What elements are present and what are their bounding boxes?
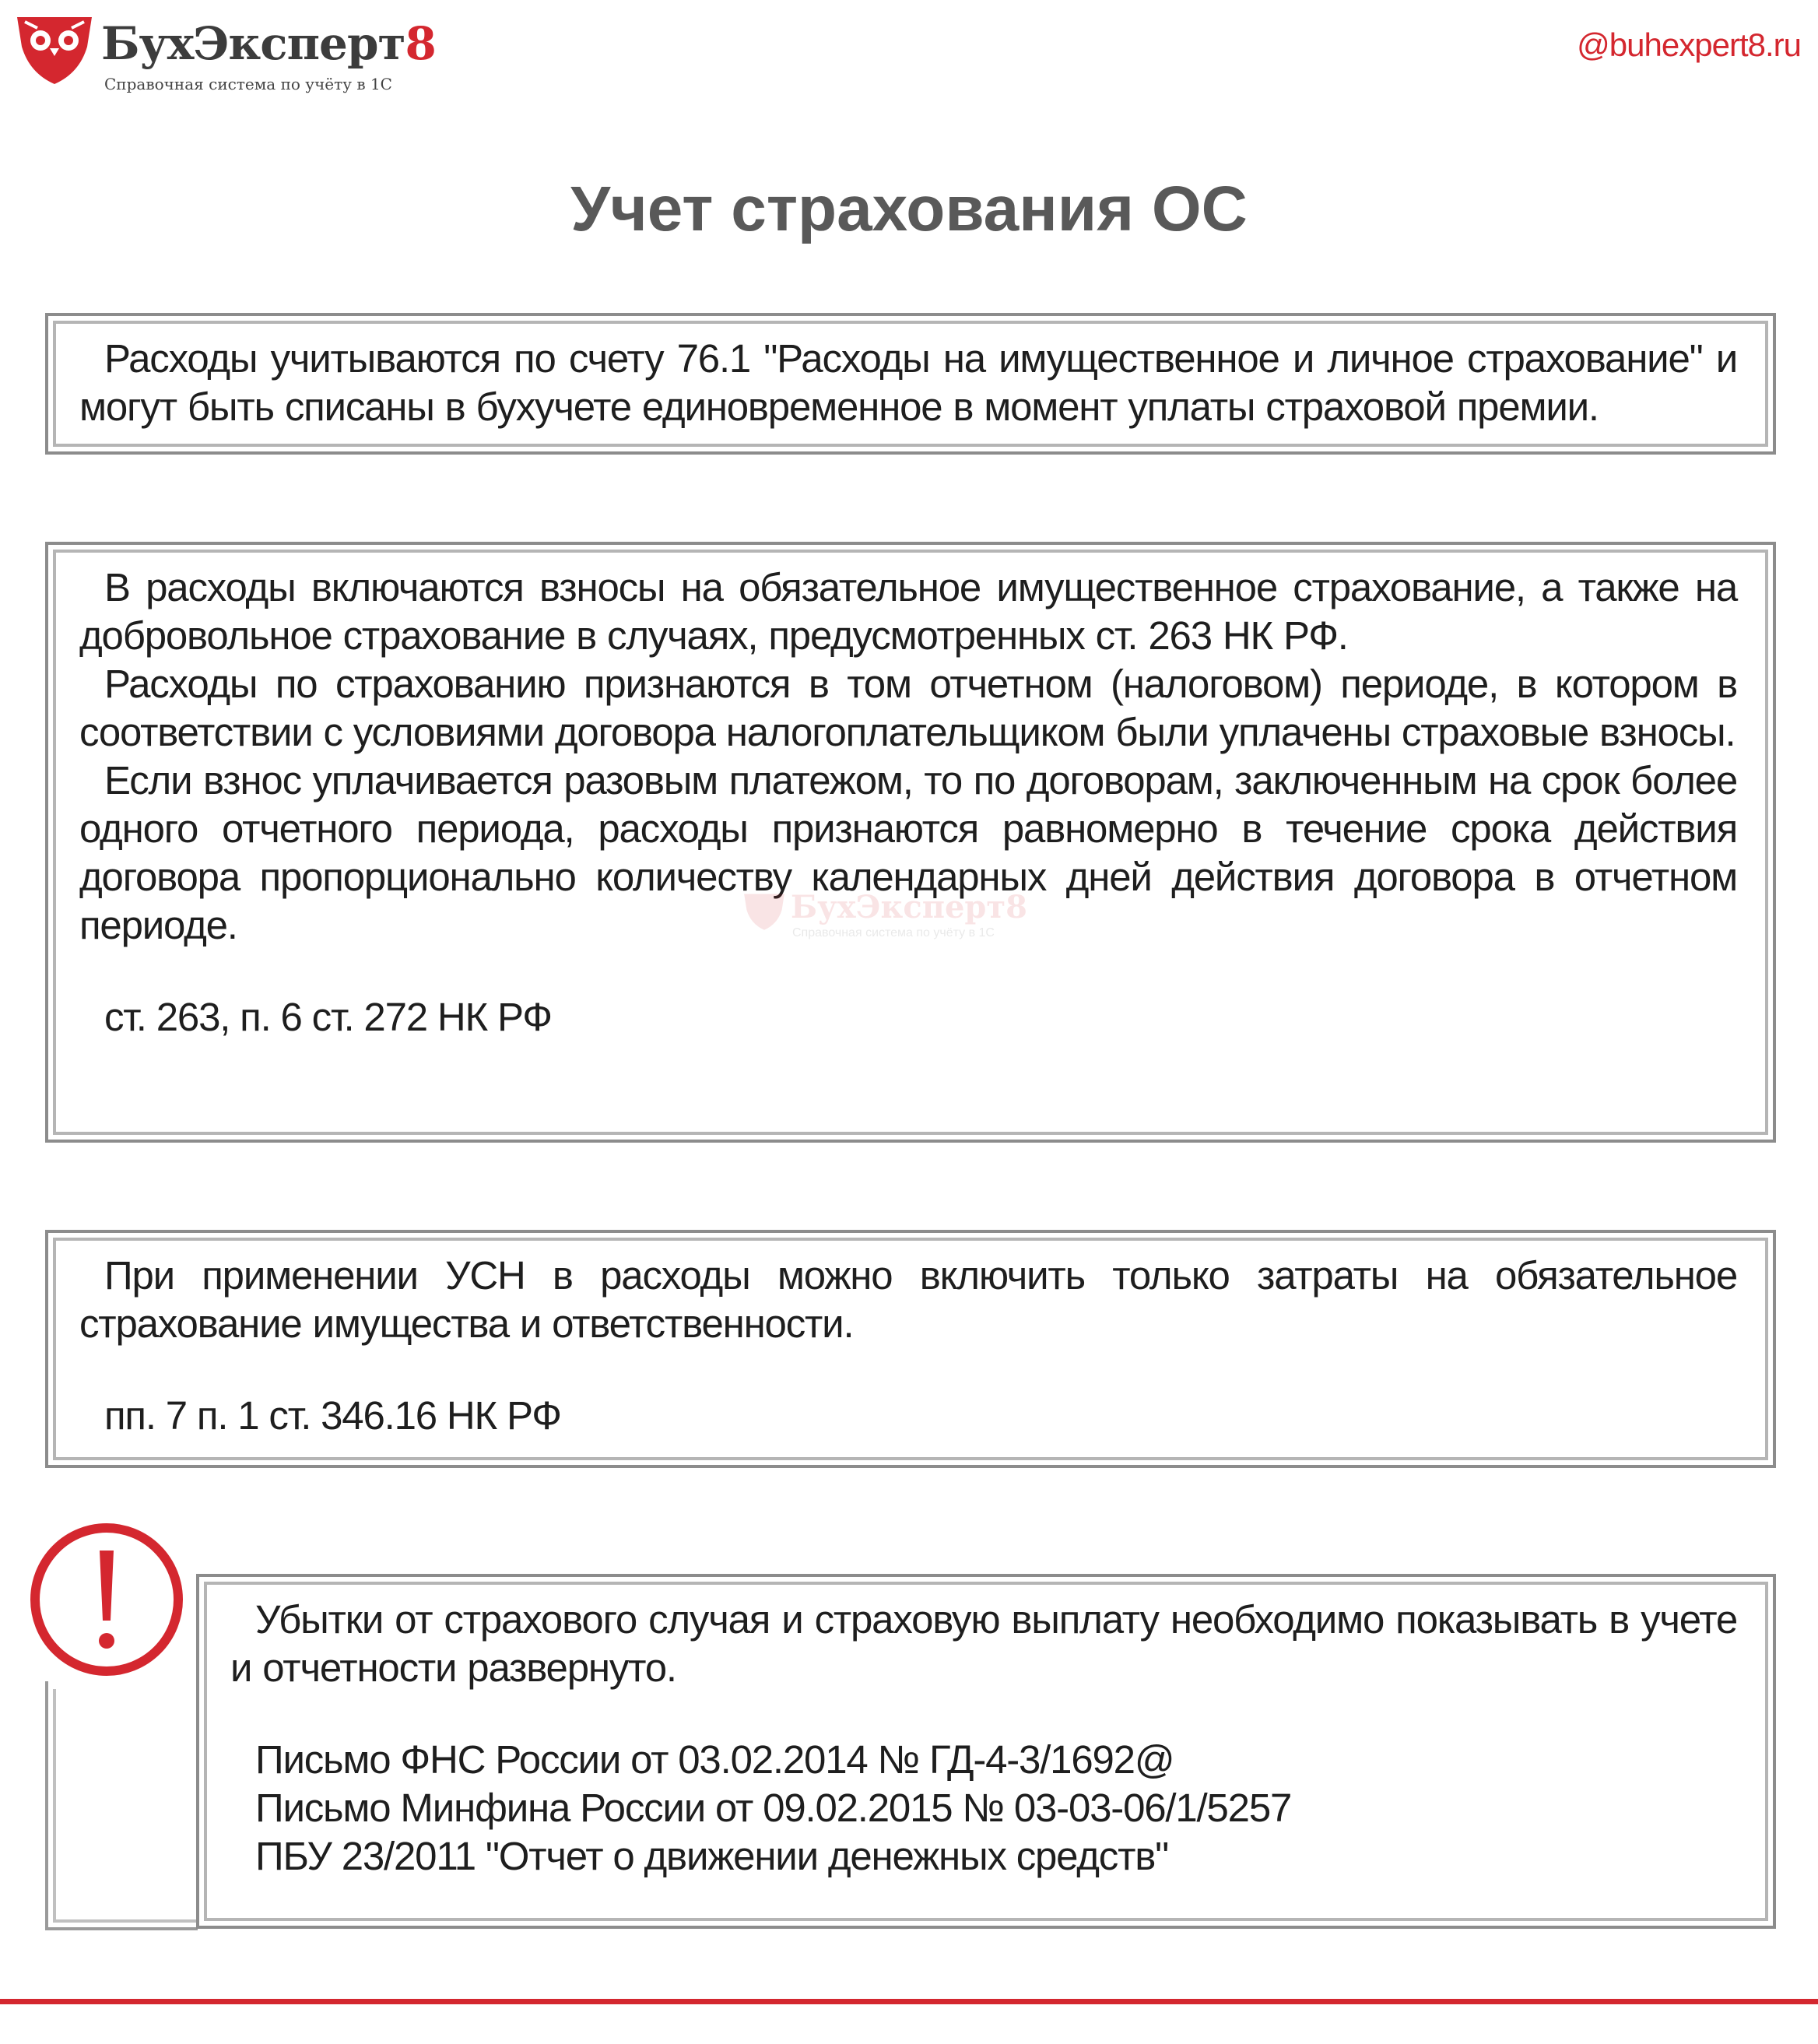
brand-tagline: Справочная система по учёту в 1С <box>104 75 392 93</box>
watermark-tagline: Справочная система по учёту в 1С <box>792 926 995 939</box>
info-box-account <box>45 313 1776 455</box>
exclamation-circle-icon <box>28 1521 185 1678</box>
footer-divider <box>0 1999 1818 2004</box>
box-paragraph: В расходы включаются взносы на обязательное имущественное страхование, а также на добровольное страхование в случаях, предусмотренных ст. 263 НК РФ. <box>79 565 1737 658</box>
info-box-usn <box>45 1230 1776 1468</box>
brand-name: БухЭксперт8 <box>101 17 436 70</box>
legal-reference: пп. 7 п. 1 ст. 346.16 НК РФ <box>104 1393 561 1438</box>
box-paragraph: Расходы по страхованию признаются в том отчетном (налоговом) периоде, в котором в соответствии с условиями договора налогоплательщиком были уплачены страховые взносы. <box>79 662 1737 754</box>
box-paragraph: Расходы учитываются по счету 76.1 "Расходы на имущественное и личное страхование" и могут быть списаны в бухучете единовременное в момент уплаты страховой премии. <box>79 336 1737 429</box>
page-title: Учет страхования ОС <box>570 174 1248 244</box>
box-paragraph: При применении УСН в расходы можно включить только затраты на обязательное страхование имущества и ответственности. <box>79 1253 1737 1346</box>
owl-shield-logo-icon <box>14 11 95 86</box>
brand-logo[interactable] <box>14 11 450 97</box>
watermark-owl-icon <box>742 889 786 932</box>
legal-reference: Письмо ФНС России от 03.02.2014 № ГД-4-3/1692@ <box>255 1737 1174 1782</box>
legal-reference: ст. 263, п. 6 ст. 272 НК РФ <box>104 995 552 1039</box>
warning-connector-line-inner <box>53 1689 198 1923</box>
watermark-logo <box>742 889 1085 951</box>
legal-reference: ПБУ 23/2011 "Отчет о движении денежных средств" <box>255 1834 1169 1878</box>
info-box-warning <box>196 1574 1776 1929</box>
legal-reference: Письмо Минфина России от 09.02.2015 № 03-03-06/1/5257 <box>255 1786 1292 1830</box>
box-paragraph: Убытки от страхового случая и страховую выплату необходимо показывать в учете и отчетности развернуто. <box>230 1597 1737 1690</box>
site-link[interactable]: @buhexpert8.ru <box>1577 26 1801 63</box>
info-box-tax-expenses <box>45 542 1776 1143</box>
watermark-name: БухЭксперт8 <box>791 889 1028 925</box>
box-paragraph: Если взнос уплачивается разовым платежом, то по договорам, заключенным на срок более одного отчетного периода, расходы признаются равномерно в течение срока действия договора пропорционально количеству календарных дней действия договора в отчетном периоде. <box>79 758 1737 947</box>
